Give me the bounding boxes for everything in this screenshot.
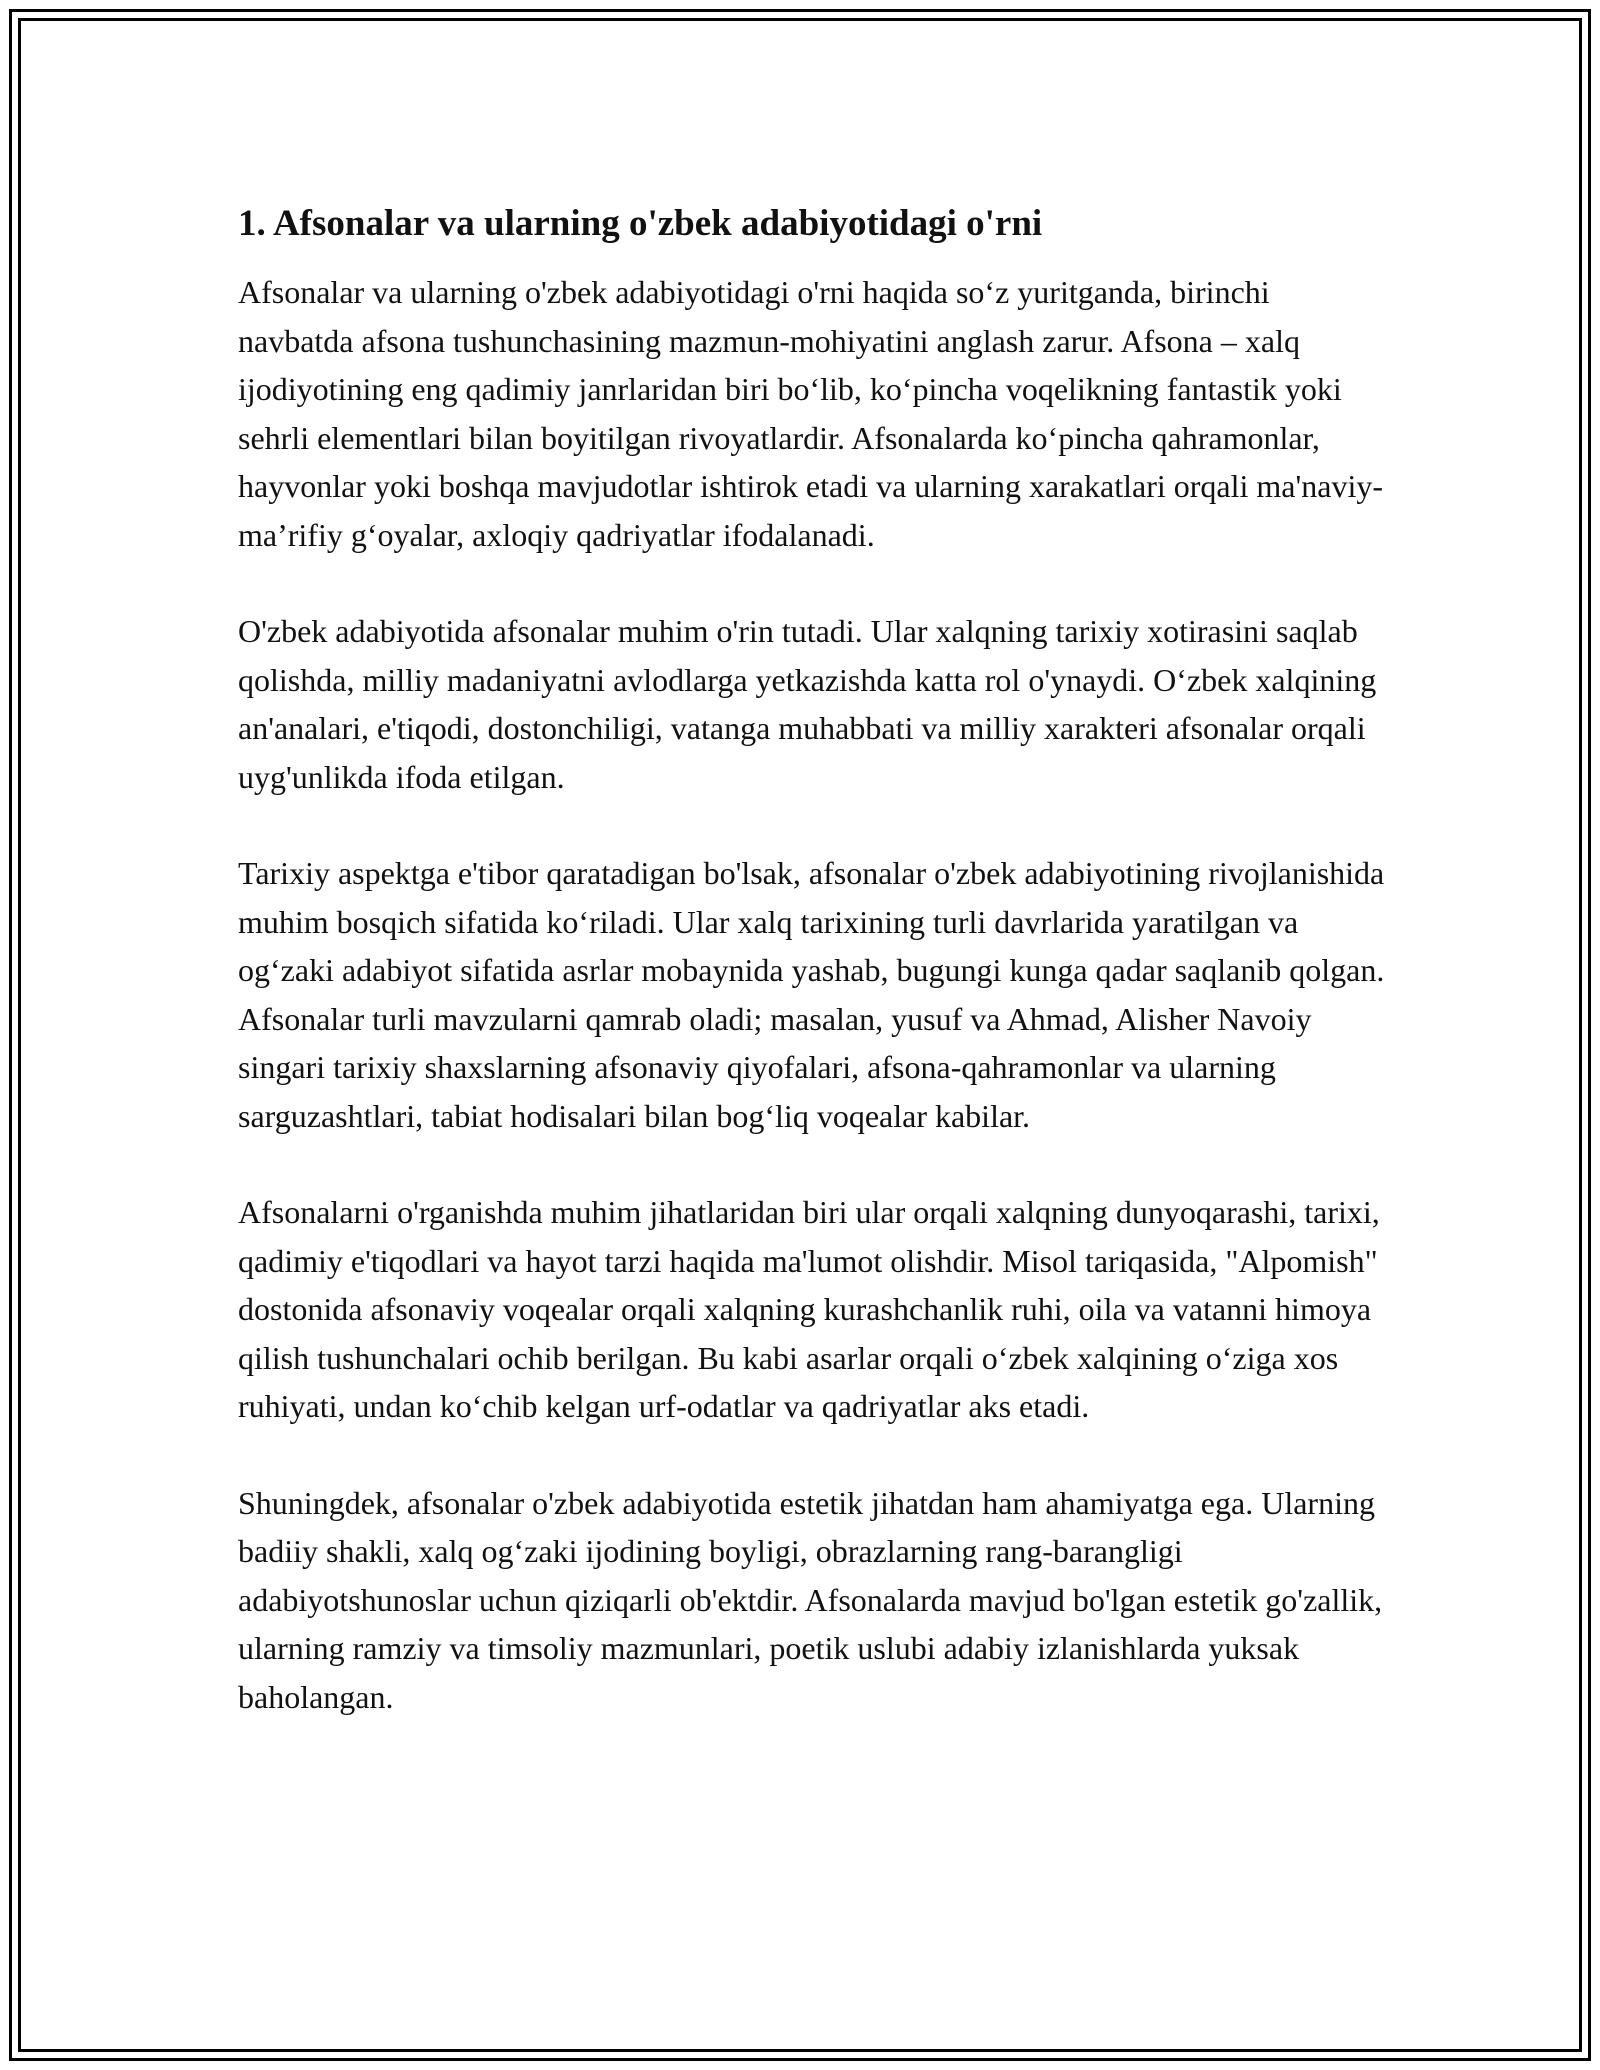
paragraph-5: Shuningdek, afsonalar o'zbek adabiyotida estetik jihatdan ham ahamiyatga ega. Ularning badiiy shakli, xalq og‘zaki ijodining boyligi, obrazlarning rang-barangligi adabiyotshunoslar uchun qiziqarli ob'ektdir. Afsonalarda mavjud bo'lgan estetik go'zallik, ularning ramziy va timsoliy mazmunlari, poetik uslubi adabiy izlanishlarda yuksak baholangan. bbox=[238, 1484, 1383, 1715]
paragraph-3: Tarixiy aspektga e'tibor qaratadigan bo'lsak, afsonalar o'zbek adabiyotining rivojlanishida muhim bosqich sifatida ko‘riladi. Ular xalq tarixining turli davrlarida yaratilgan va og‘zaki adabiyot sifatida asrlar mobaynida yashab, bugungi kunga qadar saqlanib qolgan. Afsonalar turli mavzularni qamrab oladi; masalan, yusuf va Ahmad, Alisher Navoiy singari tarixiy shaxslarning afsonaviy qiyofalari, afsona-qahramonlar va ularning sarguzashtlari, tabiat hodisalari bilan bog‘liq voqealar kabilar. bbox=[238, 855, 1385, 1134]
paragraph-2: O'zbek adabiyotida afsonalar muhim o'rin tutadi. Ular xalqning tarixiy xotirasini saqlab qolishda, milliy madaniyatni avlodlarga yetkazishda katta rol o'ynaydi. O‘zbek xalqining an'analari, e'tiqodi, dostonchiligi, vatanga muhabbati va milliy xarakteri afsonalar orqali uyg'unlikda ifoda etilgan. bbox=[238, 613, 1377, 795]
section-heading: 1. Afsonalar va ularning o'zbek adabiyotidagi o'rni bbox=[238, 203, 1043, 244]
paragraph-1: Afsonalar va ularning o'zbek adabiyotidagi o'rni haqida so‘z yuritganda, birinchi navbatda afsona tushunchasining mazmun-mohiyatini anglash zarur. Afsona – xalq ijodiyotining eng qadimiy janrlaridan biri bo‘lib, ko‘pincha voqelikning fantastik yoki sehrli elementlari bilan boyitilgan rivoyatlardir. Afsonalarda ko‘pincha qahramonlar, hayvonlar yoki boshqa mavjudotlar ishtirok etadi va ularning xarakatlari orqali ma'naviy-ma’rifiy g‘oyalar, axloqiy qadriyatlar ifodalanadi. bbox=[238, 274, 1383, 553]
paragraph-4: Afsonalarni o'rganishda muhim jihatlaridan biri ular orqali xalqning dunyoqarashi, tarixi, qadimiy e'tiqodlari va hayot tarzi haqida ma'lumot olishdir. Misol tariqasida, "Alpomish" dostonida afsonaviy voqealar orqali xalqning kurashchanlik ruhi, oila va vatanni himoya qilish tushunchalari ochib berilgan. Bu kabi asarlar orqali o‘zbek xalqining o‘ziga xos ruhiyati, undan ko‘chib kelgan urf-odatlar va qadriyatlar aks etadi. bbox=[238, 1194, 1380, 1424]
page-frame bbox=[9, 9, 1591, 2061]
document-body bbox=[238, 200, 1388, 1769]
